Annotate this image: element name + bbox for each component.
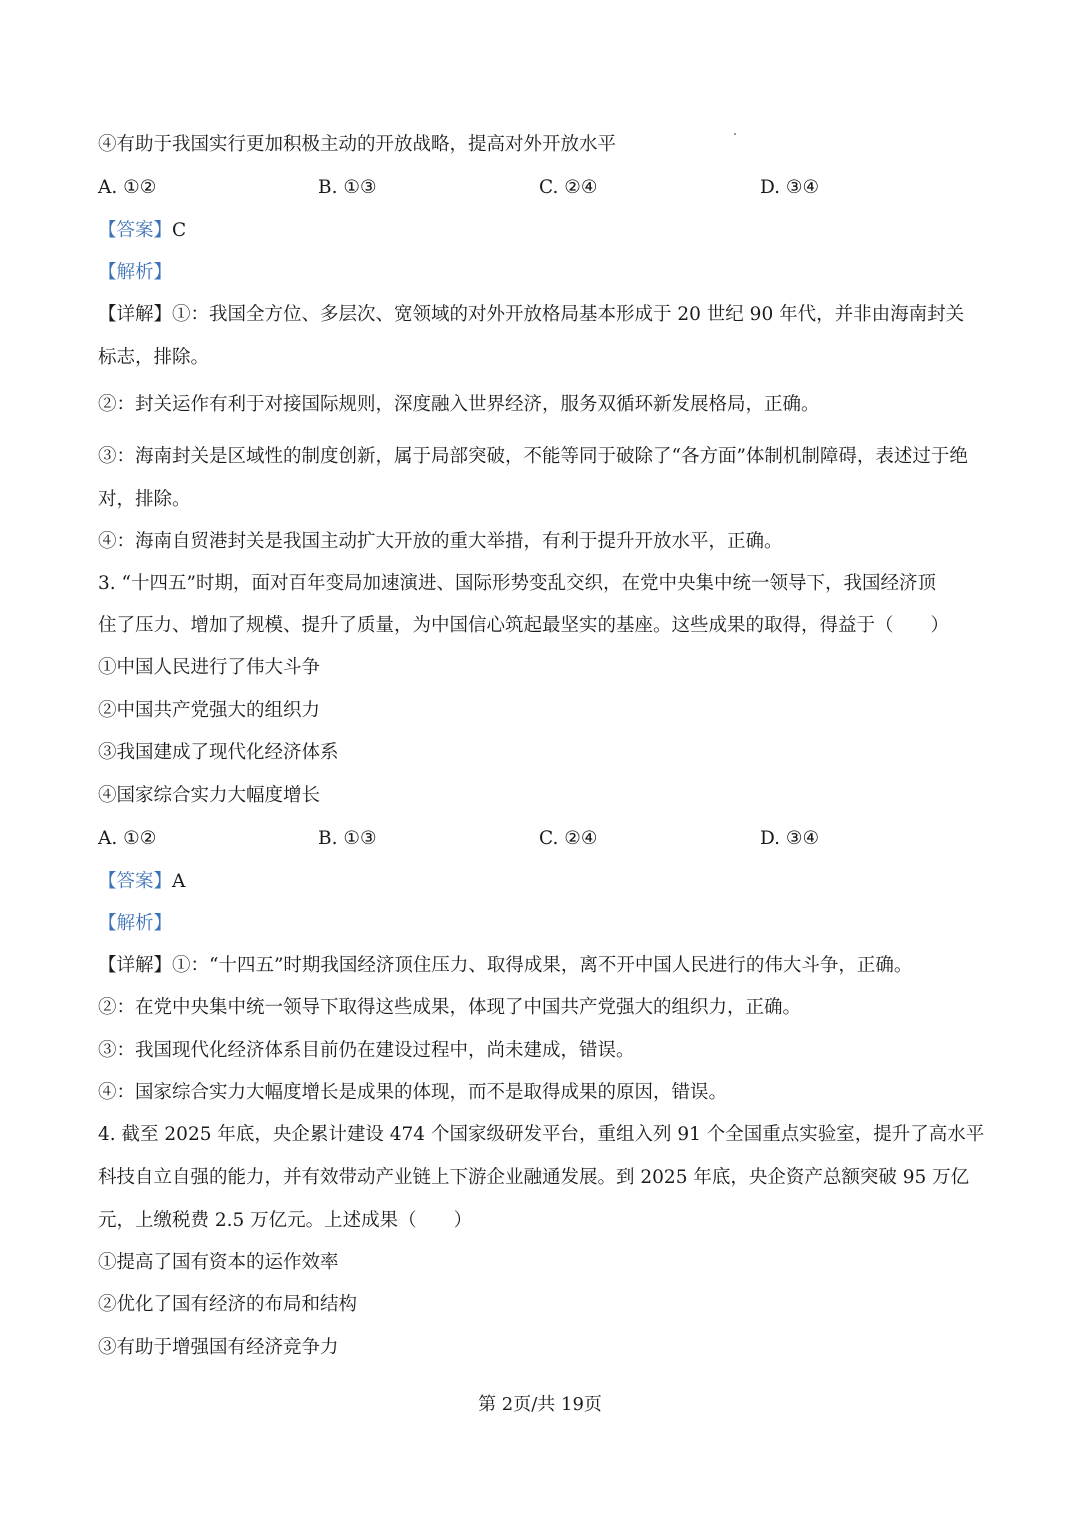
q2-answer xyxy=(98,220,988,242)
q3-statement-3: ③我国建成了现代化经济体系 xyxy=(98,742,339,763)
q2-analysis-tag: 【解析】 xyxy=(98,262,173,283)
q2-option-c: C. ②④ xyxy=(539,177,598,198)
q2-detail-4: ④：海南自贸港封关是我国主动扩大开放的重大举措，有利于提升开放水平，正确。 xyxy=(98,531,783,552)
q2-option-a: A. ①② xyxy=(98,177,157,198)
q4-stem-3: 元，上缴税费 2.5 万亿元。上述成果（ ） xyxy=(98,1210,473,1231)
q4-stem-2: 科技自立自强的能力，并有效带动产业链上下游企业融通发展。到 2025 年底，央企资产总额突破 95 万亿 xyxy=(98,1167,970,1188)
q3-option-c: C. ②④ xyxy=(539,828,598,849)
q2-option-4-statement: ④有助于我国实行更加积极主动的开放战略，提高对外开放水平 xyxy=(98,134,617,155)
q2-detail-1a: 【详解】①：我国全方位、多层次、宽领域的对外开放格局基本形成于 20 世纪 90 年代，并非由海南封关 xyxy=(98,304,965,325)
q3-option-a: A. ①② xyxy=(98,828,157,849)
answer-tag: 【答案】 xyxy=(98,871,173,892)
answer-value: C xyxy=(172,220,187,241)
q3-option-d: D. ③④ xyxy=(760,828,820,849)
q3-analysis-tag: 【解析】 xyxy=(98,913,173,934)
answer-tag: 【答案】 xyxy=(98,220,173,241)
answer-value: A xyxy=(172,871,186,892)
q3-statement-2: ②中国共产党强大的组织力 xyxy=(98,700,321,721)
q3-stem-1: 3. “十四五”时期，面对百年变局加速演进、国际形势变乱交织，在党中央集中统一领导下，我国经济顶 xyxy=(98,573,936,594)
q2-detail-1b: 标志，排除。 xyxy=(98,347,210,368)
q2-detail-3a: ③：海南封关是区域性的制度创新，属于局部突破，不能等同于破除了“各方面”体制机制障碍，表述过于绝 xyxy=(98,446,968,467)
q3-detail-4: ④：国家综合实力大幅度增长是成果的体现，而不是取得成果的原因，错误。 xyxy=(98,1082,728,1103)
q3-detail-1: 【详解】①：“十四五”时期我国经济顶住压力、取得成果，离不开中国人民进行的伟大斗争，正确。 xyxy=(98,955,913,976)
q3-option-b: B. ①③ xyxy=(318,828,377,849)
q4-statement-1: ①提高了国有资本的运作效率 xyxy=(98,1252,339,1273)
q3-detail-2: ②：在党中央集中统一领导下取得这些成果，体现了中国共产党强大的组织力，正确。 xyxy=(98,997,802,1018)
page-number-footer: 第 2页/共 19页 xyxy=(478,1394,602,1415)
q4-statement-3: ③有助于增强国有经济竞争力 xyxy=(98,1337,339,1358)
q3-statement-1: ①中国人民进行了伟大斗争 xyxy=(98,657,321,678)
q2-option-b: B. ①③ xyxy=(318,177,377,198)
q4-stem-1: 4. 截至 2025 年底，央企累计建设 474 个国家级研发平台，重组入列 91 个全国重点实验室，提升了高水平 xyxy=(98,1124,985,1145)
q3-answer xyxy=(98,871,988,893)
q3-stem-2: 住了压力、增加了规模、提升了质量，为中国信心筑起最坚实的基座。这些成果的取得，得益于（ ） xyxy=(98,615,950,636)
q3-statement-4: ④国家综合实力大幅度增长 xyxy=(98,785,321,806)
q2-detail-2: ②：封关运作有利于对接国际规则，深度融入世界经济，服务双循环新发展格局，正确。 xyxy=(98,394,820,415)
q2-detail-3b: 对，排除。 xyxy=(98,489,191,510)
q3-detail-3: ③：我国现代化经济体系目前仍在建设过程中，尚未建成，错误。 xyxy=(98,1040,635,1061)
q4-statement-2: ②优化了国有经济的布局和结构 xyxy=(98,1294,358,1315)
q2-option-d: D. ③④ xyxy=(760,177,820,198)
